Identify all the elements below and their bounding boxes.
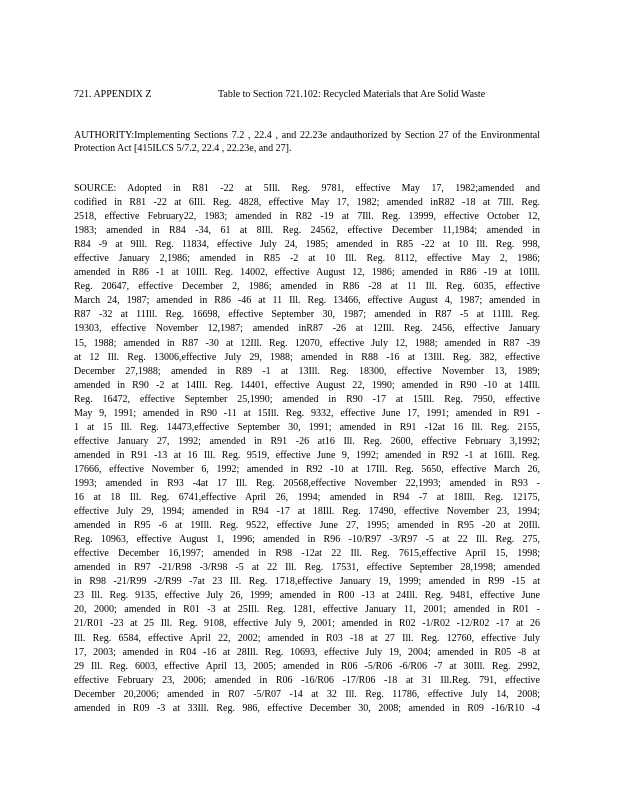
source-line: amended in R90 -2 at 14Ill. Reg. 14401, effective August 22, 1990; amended in R90 -10 at 14Ill. — [74, 379, 540, 391]
source-line: 1983; amended in R84 -34, 61 at 8Ill. Reg. 24562, effective December 11,1984; amended in — [74, 225, 540, 237]
source-line: December 20,2006; amended in R07 -5/R07 -14 at 32 Ill. Reg. 11786, effective July 14, 2008; — [74, 688, 540, 700]
source-line: December 27,1988; amended in R89 -1 at 13Ill. Reg. 18300, effective November 13, 1989; — [74, 365, 540, 377]
source-line: R84 -9 at 9Ill. Reg. 11834, effective July 24, 1985; amended in R85 -22 at 10 Ill. Reg. 998, — [74, 239, 540, 251]
source-line: effective December 16,1997; amended in R98 -12at 22 Ill. Reg. 7615,effective April 15, 1998; — [74, 548, 540, 560]
appendix-table-title: Table to Section 721.102: Recycled Materials that Are Solid Waste — [218, 89, 486, 100]
source-line: 1993; amended in R93 -4at 17 Ill. Reg. 20568,effective November 22,1993; amended in R93 - — [74, 477, 540, 489]
source-line: Ill. Reg. 6584, effective April 22, 2002; amended in R03 -18 at 27 Ill. Reg. 12760, effective July — [74, 632, 540, 644]
source-line: effective July 29, 1994; amended in R94 -17 at 18Ill. Reg. 17490, effective November 23, 1994; — [74, 506, 540, 518]
source-line: amended in R86 -1 at 10Ill. Reg. 14002, effective August 12, 1986; amended in R86 -19 at 10Ill. — [74, 267, 540, 279]
source-line: 23 Ill. Reg. 9135, effective July 26, 1999; amended in R00 -13 at 24Ill. Reg. 9481, effective June — [74, 590, 540, 602]
source-line: amended in R95 -6 at 19Ill. Reg. 9522, effective June 27, 1995; amended in R95 -20 at 20Ill. — [74, 520, 540, 532]
appendix-title: 721. APPENDIX Z — [74, 89, 152, 100]
source-line: amended in R97 -21/R98 -3/R98 -5 at 22 Ill. Reg. 17531, effective September 28,1998; amended — [74, 562, 540, 574]
source-line: 17666, effective November 6, 1992; amended in R92 -10 at 17Ill. Reg. 5650, effective March 26, — [74, 463, 540, 475]
source-line: Reg. 20647, effective December 2, 1986; amended in R86 -28 at 11 Ill. Reg. 6035, effective — [74, 281, 540, 293]
source-line: 29 Ill. Reg. 6003, effective April 13, 2005; amended in R06 -5/R06 -6/R06 -7 at 30Ill. Reg. 2992, — [74, 660, 540, 672]
source-line: effective January 27, 1992; amended in R91 -26 at16 Ill. Reg. 2600, effective February 3,1992; — [74, 435, 540, 447]
source-line: amended in R09 -3 at 33Ill. Reg. 986, effective December 30, 2008; amended in R09 -16/R10 -4 — [74, 702, 540, 714]
source-line: 20, 2000; amended in R01 -3 at 25Ill. Reg. 1281, effective January 11, 2001; amended in R01 - — [74, 604, 540, 616]
source-line: SOURCE: Adopted in R81 -22 at 5Ill. Reg. 9781, effective May 17, 1982;amended and — [74, 183, 540, 194]
authority-paragraph: AUTHORITY:Implementing Sections 7.2 , 22.4 , and 22.23e andauthorized by Section 27 of the Environmental Protection Act [415ILCS 5/7.2, 22.4 , 22.23e, and 27]. — [74, 130, 540, 154]
source-line: 15, 1988; amended in R87 -30 at 12Ill. Reg. 12070, effective July 12, 1988; amended in R87 -39 — [74, 337, 540, 349]
source-line: March 24, 1987; amended in R86 -46 at 11 Ill. Reg. 13466, effective August 4, 1987; amended in — [74, 295, 540, 307]
source-line: amended in R91 -13 at 16 Ill. Reg. 9519, effective June 9, 1992; amended in R92 -1 at 16Ill. Reg. — [74, 449, 540, 461]
source-line: 21/R01 -23 at 25 Ill. Reg. 9108, effective July 9, 2001; amended in R02 -1/R02 -12/R02 -17 at 26 — [74, 618, 540, 630]
source-line: 16 at 18 Ill. Reg. 6741,effective April 26, 1994; amended in R94 -7 at 18Ill. Reg. 12175, — [74, 492, 540, 504]
source-line: codified in R81 -22 at 6Ill. Reg. 4828, effective May 17, 1982; amended inR82 -18 at 7Ill. Reg. — [74, 197, 540, 209]
source-line: 17, 2003; amended in R04 -16 at 28Ill. Reg. 10693, effective July 19, 2004; amended in R05 -8 at — [74, 646, 540, 658]
source-line: at 12 Ill. Reg. 13006,effective July 29, 1988; amended in R88 -16 at 13Ill. Reg. 382, effective — [74, 351, 540, 363]
source-line: 1 at 15 Ill. Reg. 14473,effective September 30, 1991; amended in R91 -12at 16 Ill. Reg. 2155, — [74, 421, 540, 433]
source-line: in R98 -21/R99 -2/R99 -7at 23 Ill. Reg. 1718,effective January 19, 1999; amended in R99 -15 at — [74, 576, 540, 588]
source-line: Reg. 10963, effective August 1, 1996; amended in R96 -10/R97 -3/R97 -5 at 22 Ill. Reg. 275, — [74, 534, 540, 546]
source-paragraph — [74, 182, 540, 716]
source-line: May 9, 1991; amended in R90 -11 at 15Ill. Reg. 9332, effective June 17, 1991; amended in R91 - — [74, 407, 540, 419]
source-line: R87 -32 at 11Ill. Reg. 16698, effective September 30, 1987; amended in R87 -5 at 11Ill. Reg. — [74, 309, 540, 321]
source-line: 2518, effective February22, 1983; amended in R82 -19 at 7Ill. Reg. 13999, effective October 12, — [74, 211, 540, 223]
source-line: effective February 23, 2006; amended in R06 -16/R06 -17/R06 -18 at 31 Ill.Reg. 791, effective — [74, 674, 540, 686]
source-line: Reg. 16472, effective September 25,1990; amended in R90 -17 at 15Ill. Reg. 7950, effective — [74, 393, 540, 405]
source-line: 19303, effective November 12,1987; amended inR87 -26 at 12Ill. Reg. 2456, effective January — [74, 323, 540, 335]
source-line: effective January 2,1986; amended in R85 -2 at 10 Ill. Reg. 8112, effective May 2, 1986; — [74, 253, 540, 265]
